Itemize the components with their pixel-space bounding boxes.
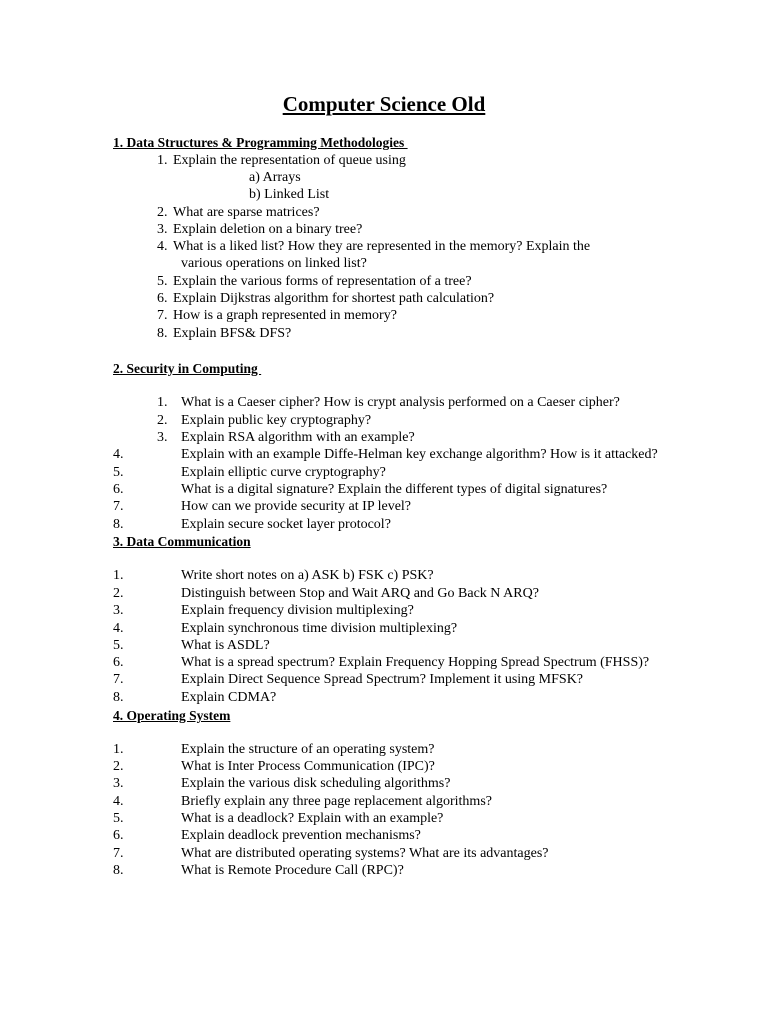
question-number: 3. <box>157 222 168 237</box>
question-text: Explain deletion on a binary tree? <box>173 222 363 237</box>
question-text: What is ASDL? <box>181 638 270 653</box>
question-number: 7. <box>113 499 124 514</box>
question-number: 8. <box>113 690 124 705</box>
question-text: Explain the representation of queue using <box>173 153 406 168</box>
question-number: 6. <box>113 655 124 670</box>
question-text: Explain secure socket layer protocol? <box>181 517 391 532</box>
question-number: 4. <box>157 239 168 254</box>
question-number: 1. <box>157 153 168 168</box>
question-number: 5. <box>157 274 168 289</box>
section-heading: 2. Security in Computing <box>113 361 262 376</box>
question-number: 6. <box>113 482 124 497</box>
section-heading: 4. Operating System <box>113 708 231 723</box>
question-text: Explain elliptic curve cryptography? <box>181 465 386 480</box>
question-number: 2. <box>157 205 168 220</box>
question-number: 2. <box>113 586 124 601</box>
question-text: Explain Direct Sequence Spread Spectrum? Implement it using MFSK? <box>181 672 584 687</box>
question-text: What are sparse matrices? <box>173 205 320 220</box>
question-text-continuation: various operations on linked list? <box>181 256 367 271</box>
section-heading: 1. Data Structures & Programming Methodologies <box>113 135 408 150</box>
question-number: 7. <box>113 672 124 687</box>
question-text: What is a Caeser cipher? How is crypt analysis performed on a Caeser cipher? <box>181 395 620 410</box>
question-text: What are distributed operating systems? What are its advantages? <box>181 846 549 861</box>
question-number: 5. <box>113 465 124 480</box>
question-text: What is Inter Process Communication (IPC)? <box>181 759 435 774</box>
question-text: How is a graph represented in memory? <box>173 308 397 323</box>
question-text: Explain CDMA? <box>181 690 277 705</box>
question-number: 3. <box>113 603 124 618</box>
question-text: What is a liked list? How they are represented in the memory? Explain the <box>173 239 591 254</box>
question-text: Explain the various disk scheduling algorithms? <box>181 776 451 791</box>
question-number: 8. <box>113 517 124 532</box>
question-text: Write short notes on a) ASK b) FSK c) PSK? <box>181 568 434 583</box>
question-subitem: a) Arrays <box>249 170 301 185</box>
question-number: 8. <box>157 326 168 341</box>
question-number: 1. <box>157 395 168 410</box>
question-text: Explain deadlock prevention mechanisms? <box>181 828 421 843</box>
question-text: Explain synchronous time division multiplexing? <box>181 621 458 636</box>
question-number: 4. <box>113 794 124 809</box>
question-number: 1. <box>113 568 124 583</box>
question-text: Explain RSA algorithm with an example? <box>181 430 415 445</box>
question-text: What is Remote Procedure Call (RPC)? <box>181 863 404 878</box>
question-number: 2. <box>157 413 168 428</box>
question-text: Explain the various forms of representation of a tree? <box>173 274 472 289</box>
question-text: What is a deadlock? Explain with an example? <box>181 811 444 826</box>
question-number: 4. <box>113 447 124 462</box>
question-number: 6. <box>157 291 168 306</box>
question-number: 3. <box>157 430 168 445</box>
question-number: 7. <box>113 846 124 861</box>
question-number: 7. <box>157 308 168 323</box>
question-text: Explain public key cryptography? <box>181 413 372 428</box>
question-number: 4. <box>113 621 124 636</box>
question-text: What is a digital signature? Explain the different types of digital signatures? <box>181 482 608 497</box>
question-text: Explain the structure of an operating system? <box>181 742 435 757</box>
question-number: 8. <box>113 863 124 878</box>
question-text: Explain Dijkstras algorithm for shortest path calculation? <box>173 291 495 306</box>
question-text: How can we provide security at IP level? <box>181 499 412 514</box>
question-text: Distinguish between Stop and Wait ARQ and Go Back N ARQ? <box>181 586 539 601</box>
page-title: Computer Science Old <box>282 92 486 116</box>
question-text: Explain with an example Diffe-Helman key exchange algorithm? How is it attacked? <box>181 447 658 462</box>
question-number: 6. <box>113 828 124 843</box>
question-text: Briefly explain any three page replacement algorithms? <box>181 794 492 809</box>
question-text: What is a spread spectrum? Explain Frequency Hopping Spread Spectrum (FHSS)? <box>181 655 650 670</box>
question-text: Explain BFS& DFS? <box>173 326 292 341</box>
question-subitem: b) Linked List <box>249 187 330 202</box>
section-heading: 3. Data Communication <box>113 534 251 549</box>
question-number: 3. <box>113 776 124 791</box>
question-number: 1. <box>113 742 124 757</box>
question-number: 2. <box>113 759 124 774</box>
question-number: 5. <box>113 638 124 653</box>
question-number: 5. <box>113 811 124 826</box>
question-text: Explain frequency division multiplexing? <box>181 603 414 618</box>
